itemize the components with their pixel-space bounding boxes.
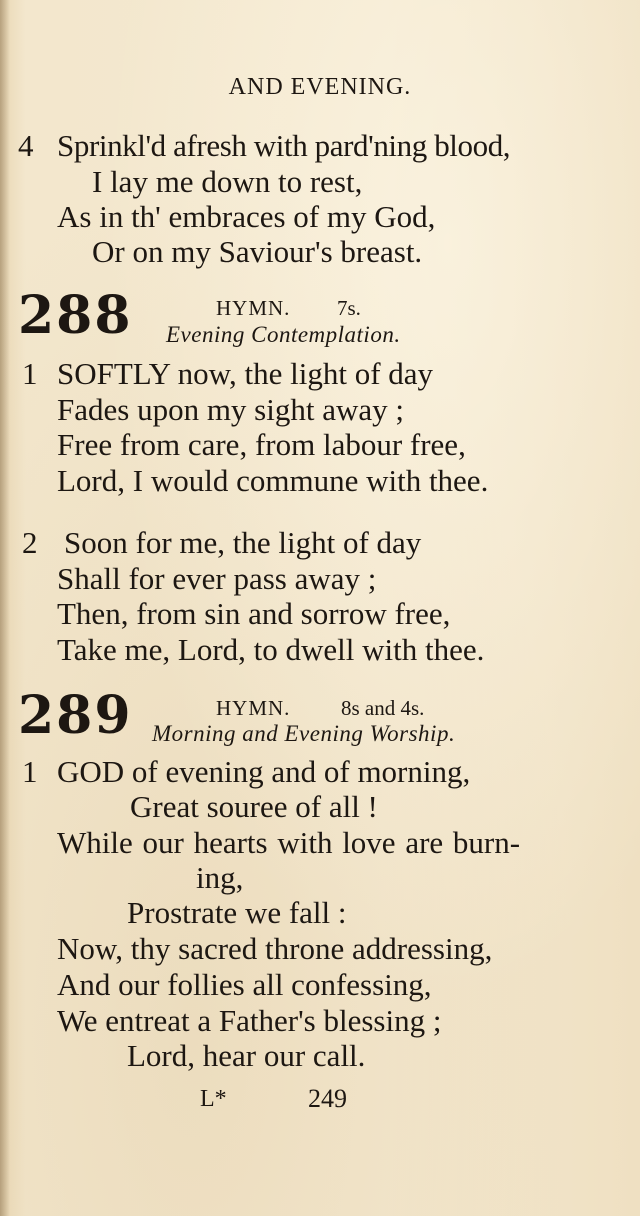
verse-line: ing, xyxy=(196,860,244,895)
verse-line: I lay me down to rest, xyxy=(92,164,363,199)
gutter-shadow xyxy=(0,0,10,1216)
verse-number: 2 xyxy=(22,525,38,560)
verse-line: Take me, Lord, to dwell with thee. xyxy=(57,632,485,667)
hymn-number: 289 xyxy=(18,685,133,746)
verse-line: While our hearts with love are burn- xyxy=(57,825,521,860)
hymn-label: HYMN. xyxy=(216,296,291,320)
verse-line: Now, thy sacred throne addressing, xyxy=(57,931,493,966)
verse-line: Or on my Saviour's breast. xyxy=(92,234,423,269)
hymn-subtitle: Morning and Evening Worship. xyxy=(152,721,456,746)
verse-line: Shall for ever pass away ; xyxy=(57,561,377,596)
verse-line: Lord, hear our call. xyxy=(127,1038,366,1073)
verse-number: 1 xyxy=(22,754,38,789)
hymn-meter: 7s. xyxy=(337,296,361,320)
hymn-meter: 8s and 4s. xyxy=(341,696,425,720)
verse-line: We entreat a Father's blessing ; xyxy=(57,1003,442,1038)
verse-line: Great souree of all ! xyxy=(130,789,378,824)
verse-line: Prostrate we fall : xyxy=(127,895,347,930)
verse-line: SOFTLY now, the light of day xyxy=(57,356,434,391)
signature-mark: L* xyxy=(200,1086,227,1112)
verse-line: Fades upon my sight away ; xyxy=(57,392,404,427)
verse-line: Then, from sin and sorrow free, xyxy=(57,596,451,631)
verse-number: 4 xyxy=(18,128,34,163)
verse-number: 1 xyxy=(22,356,38,391)
verse-line: Lord, I would commune with thee. xyxy=(57,463,489,498)
verse-line: Free from care, from labour free, xyxy=(57,427,466,462)
hymn-subtitle: Evening Contemplation. xyxy=(166,322,401,347)
page-number: 249 xyxy=(308,1084,347,1113)
verse-line: GOD of evening and of morning, xyxy=(57,754,471,789)
verse-line: Soon for me, the light of day xyxy=(64,525,422,560)
verse-line: And our follies all confessing, xyxy=(57,967,432,1002)
verse-line: Sprinkl'd afresh with pard'ning blood, xyxy=(57,128,511,163)
hymn-label: HYMN. xyxy=(216,696,291,720)
hymn-number: 288 xyxy=(18,285,133,346)
running-head: AND EVENING. xyxy=(228,74,412,100)
verse-line: As in th' embraces of my God, xyxy=(57,199,436,234)
